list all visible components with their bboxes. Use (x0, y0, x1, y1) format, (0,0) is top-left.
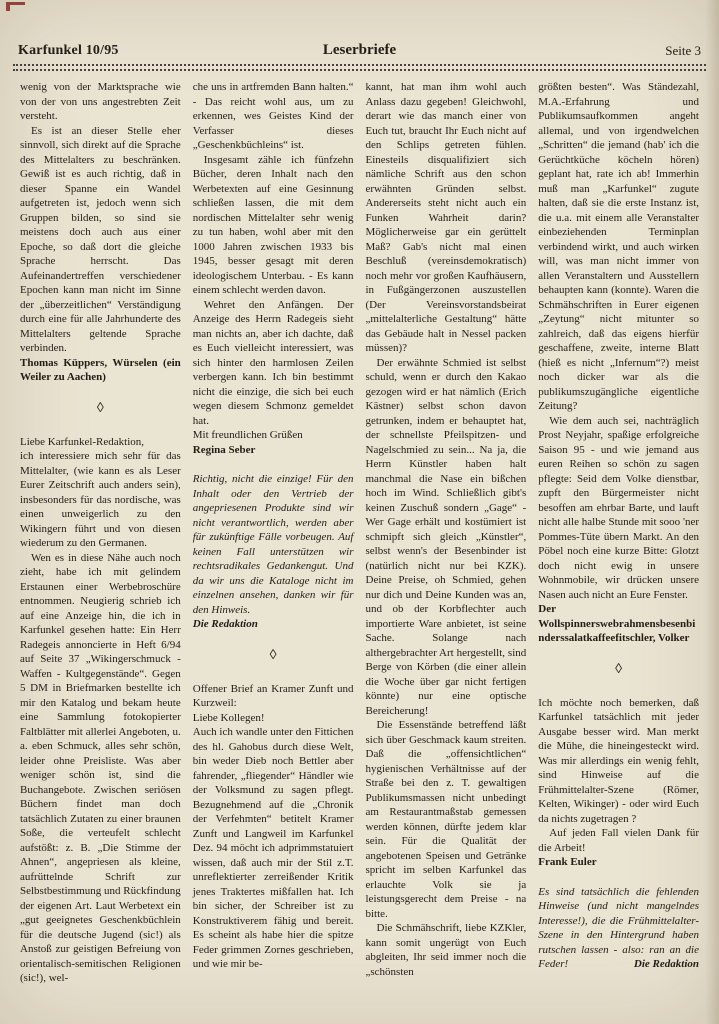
editor-reply: Richtig, nicht die einzige! Für den Inhalt oder den Vertrieb der angepriesenen Produkte sind wir nicht verantwortlich, werden aber für zukünftige Fälle vorbeugen. Auf keinen Fall unterstützen wir rechtsradikales Gedankengut. Und da wir uns die Kataloge nicht im einzelnen ansehen, danken wir für den Hinweis. (192, 473, 354, 616)
header-rule (13, 64, 706, 71)
diamond-divider-icon: ◊ (615, 661, 623, 677)
editor-reply: Es sind tatsächlich die fehlenden Hinweise (und nicht mangelndes Interesse!), die die Frühmittelalter-Szene in den Hintergrund haben rutschen lassen - also: ran an die Feder! Die Redaktion (538, 885, 699, 970)
letter-signature: Thomas Küppers, Würselen (ein Weiler zu Aachen) (20, 356, 181, 383)
letter-signature: Der Wollspinnerswebrahmensbesenbinderssalatkaffeefitschler, Volker (538, 603, 696, 644)
letter-paragraph: ich interessiere mich sehr für das Mittelalter, (wie kann es als Leser Eurer Zeitschrift auch anders sein), insbesonders für das nordische, was einen unweigerlich zu den Wikingern führt und von diesen wiederum zu den Germanen. (20, 450, 181, 549)
editor-reply-signature: Die Redaktion (633, 958, 699, 970)
letter-paragraph: Ich möchte noch bemerken, daß Karfunkel tatsächlich mit jeder Ausgabe besser wird. Man merkt die Mühe, die hineingesteckt wird. Was mir allerdings ein wenig fehlt, sind Hinweise auf die Frühmittelalter-Szene (Römer, Kelten, Wikinger) - oder wird Euch da nichts zugetragen ? (538, 696, 699, 825)
letter-paragraph: Es ist an dieser Stelle eher sinnvoll, sich direkt auf die Sprache des Mittelalters zu beschränken. Gewiß ist es auch richtig, daß in dieser Spanne ein Wandel aufgetreten ist, jedoch wenn sich Gruppen bilden, so sind sie meistens doch auch aus einer Epoche, so daß dort die gleiche Sprache herrscht. Das Aufeinandertreffen verschiedener Epochen kann man nicht im Sinne der „überzeitlichen“ Verständigung durch eine für alle Jahrhunderte des Mittelalters geltende Sprache verbinden. (20, 124, 181, 354)
letter-paragraph: kannt, hat man ihm wohl auch Anlass dazu gegeben! Gleichwohl, derart wie das manch einer von Euch tut, braucht Ihr Euch nicht auf den Schlips getreten fühlen. Einesteils disqualifiziert sich nämliche Schrift aus den schon erwähnten Gründen selbst. Andererseits steht nicht auch ein Funken Wahrheit darin? Möglicherweise gar ein gerüttelt Maß? Gab's nicht mal einen Beschluß (vereinsdemokratisch) noch mehr vor großen Kaufhäusern, in Fußgängerzonen auszustellen (Der Vereinsvorstandsbeirat „mittelalterliche Gestaltung“ hätte das Gebäude halt in Nessel packen müssen)? (365, 81, 527, 354)
letter-paragraph: wenig von der Marktsprache wie von der von uns angestrebten Zeit versteht. (20, 81, 181, 122)
letter-paragraph: Der erwähnte Schmied ist selbst schuld, wenn er durch den Kakao gezogen wird er hat nämlich (Erich Kästner) selbst schon davon getrunken, indem er behauptet hat, der schnellste Pfeilspitzen- und Nagelschmied zu sein... Na ja, die Herrn Künstler haben halt manchmal die Nase ein bißchen hoch im Wind. Schließlich gibt's keinen Zuschuß sondern „Gage“ - Wer Gage erhält und kostümiert ist schmipft sich gleich „Künstler“, selbst wenn's der Besenbinder ist (natürlich nicht nur bei KZK). Deine Preise, oh Schmied, gehen nur dich und Deine Kunden was an, und ob der Korbflechter auch importierte Ware anbietet, ist seine Sache. Solange nach althergebrachter Art hergestellt, sind Berge von Körben (die einer allein die Woche über gar nicht fertigen könnte) nur eine optische Bereicherung! (365, 356, 527, 717)
magazine-issue-label: Karfunkel 10/95 (18, 43, 119, 58)
letter-paragraph: Offener Brief an Kramer Zunft und Kurzweil: (192, 682, 354, 709)
letter-paragraph: Die Essenstände betreffend läßt sich über Geschmack kaum streiten. Daß die „offensichtlichen“ hygienischen Verhältnisse auf der Straße bei den z. T. gewaltigen Publikumsmassen nicht unbedingt am Restaurantmaßstab gemessen werden können, dürfte jedem klar sein. Für die Qualität der angebotenen Speisen und Getränke spricht im selben Karfunkel das erlauchte Volk sie ja leistungsgerecht dem Preise - na bitte. (365, 719, 527, 920)
letter-paragraph: Mit freundlichen Grüßen (192, 429, 303, 441)
letter-paragraph: Liebe Kollegen! (192, 711, 265, 724)
letter-paragraph: Auch ich wandle unter den Fittichen des hl. Gahobus durch diese Welt, bin weder Dieb noch Bettler aber fahrender, „fliegender“ Händler wie der Volksmund zu sagen pflegt. Bezugnehmend auf die „Chronik der Verfehmten“ betitelt Kramer Zunft und Langweil im Karfunkel Dez. 94 möcht ich adprimmstatuiert wissen, daß auch mir der Stil z.T. unreflektierter zerreißender Kritik jenes Traktertes mißfallen hat. Ich bin sicher, der Schreiber ist zu Konstruktiverem fähig und bereit. Es scheint als habe hier die spitze Feder grimmen Zornes geschrieben, und wie mir be- (192, 726, 354, 970)
page-header (0, 0, 719, 62)
column-2 (193, 80, 354, 986)
letter-paragraph: che uns in artfremden Bann halten.“ - Das reicht wohl aus, um zu erkennen, wes Geistes Kind der Verfasser dieses „Geschenkbüchleins“ ist. (192, 81, 354, 151)
letter-paragraph: Wehret den Anfängen. Der Anzeige des Herrn Radegeis sieht man nichts an, aber ich dachte, daß es Euch vielleicht interessiert, was sich hinter den harmlosen Zeilen verbergen kann. Ich bin bestimmt nicht die einzige, die sich bei euch wegen diesem Schmonz gemeldet hat. (192, 298, 354, 427)
letter-signature: Frank Euler (538, 856, 597, 868)
letter-paragraph: Liebe Karfunkel-Redaktion, (20, 435, 145, 448)
letter-paragraph: Wen es in diese Nähe auch noch zieht, habe ich mit gelindem Erstaunen einer Werbebroschüre entnommen. Neugierig schrieb ich auf eine Anzeige hin, die ich in Karfunkel gesehen hatte: Ein Herr Radegeis annoncierte in Heft 6/94 auf Seite 37 „Wikingerschmuck - Waffen - Kultgegenstände“. Gegen 5 DM in Briefmarken bestellte ich mir den Katalog und bekam heute eine Sammlung fotokopierter Faltblätter mit allerlei Angeboten, u. a. eben Schmuck, alles sehr schön, leider ohne Preisliste. Was aber weniger schön ist, sind die Buchangebote. Zwischen seriösen Büchern findet man doch tatsächlich Zutaten zu einer braunen Soße, die verteufelt schlecht aufstößt: z. B. „Die Stimme der Ahnen“, angepriesen als kleine, aufrüttelnde Schrift zur Selbstbestimmung und Rückfindung der eigenen Art. Laut Werbetext ein „gut geeignetes Geschenkbüchlein für die deutsche Jugend (sic!) als Anstoß zur geistigen Befreiung von orientalisch-semitischen Religionen (sic!), wel- (20, 551, 181, 984)
editor-reply-signature: Die Redaktion (192, 618, 258, 630)
page-title: Leserbriefe (322, 42, 397, 58)
letter-paragraph: Die Schmähschrift, liebe KZKler, kann somit ungerügt von Euch abgleiten, Ihr seid immer noch die „schönsten (365, 922, 527, 978)
letter-paragraph: Auf jeden Fall vielen Dank für die Arbeit! (538, 827, 699, 854)
letter-paragraph: Insgesamt zähle ich fünfzehn Bücher, deren Inhalt nach den Werbetexten auf eine Gesinnung schließen lassen, die mit dem nordischen Mittelalter sehr wenig zu tun haben, wohl aber mit den 1000 Jahren zwischen 1933 bis 1945, besser gesagt mit deren ideologischem Unterbau. - Es kann einem schlecht werden davon. (192, 153, 354, 296)
column-1 (20, 80, 181, 986)
page-number: Seite 3 (665, 43, 701, 58)
diamond-divider-icon: ◊ (269, 647, 277, 663)
column-3 (366, 80, 527, 986)
diamond-divider-icon: ◊ (96, 400, 104, 416)
letter-paragraph: größten besten“. Was Ständezahl, M.A.-Erfahrung und Publikumsaufkommen angeht allemal, und von irgendwelchen „Schritten“ die jemand (hab' ich die Gerüchtküche köcheln hören) geplant hat, rate ich ab! Immerhin muß man „Karfunkel“ zugute halten, daß sie die erste Instanz ist, die u.a. mit einem alle Veranstalter einbeziehenden Terminplan verbindend wirkt, und auch wirken will, was man nicht immer von allen Veranstaltern und Ausstellern behaupten kann (konnte). Waren die Schmähschriften in Eurer eigenen „Zeytung“ nicht mitunter so zahlreich, daß das eigens hierfür geschaffene, zweite, interne Blatt (hieß es nicht „Infernum“?) meist noch dicker war als die publikumszugängliche eigentliche Zeitung? (538, 81, 699, 412)
letters-columns (0, 71, 719, 986)
letter-signature: Regina Seber (192, 443, 256, 456)
column-4 (538, 80, 699, 986)
letter-paragraph: Wie dem auch sei, nachträglich Prost Neyjahr, spaßige erfolgreiche Saison 95 - und wie jemand aus euren Reihen so schön zu sagen pflegte: Seid dem Volke dienstbar, zupft den Bürgermeister nicht besoffen am ehrbar Barte, und lauft nicht alle halbe Stunde mit sooo 'ner Pommes-Tüte übern Markt. An den Pöbel noch eine kurze Bitte: Glotzt doch nicht ewig in unsere Wohnmobile, wir drücken unsere Nasen auch nicht an Eure Fenster. (538, 414, 699, 601)
